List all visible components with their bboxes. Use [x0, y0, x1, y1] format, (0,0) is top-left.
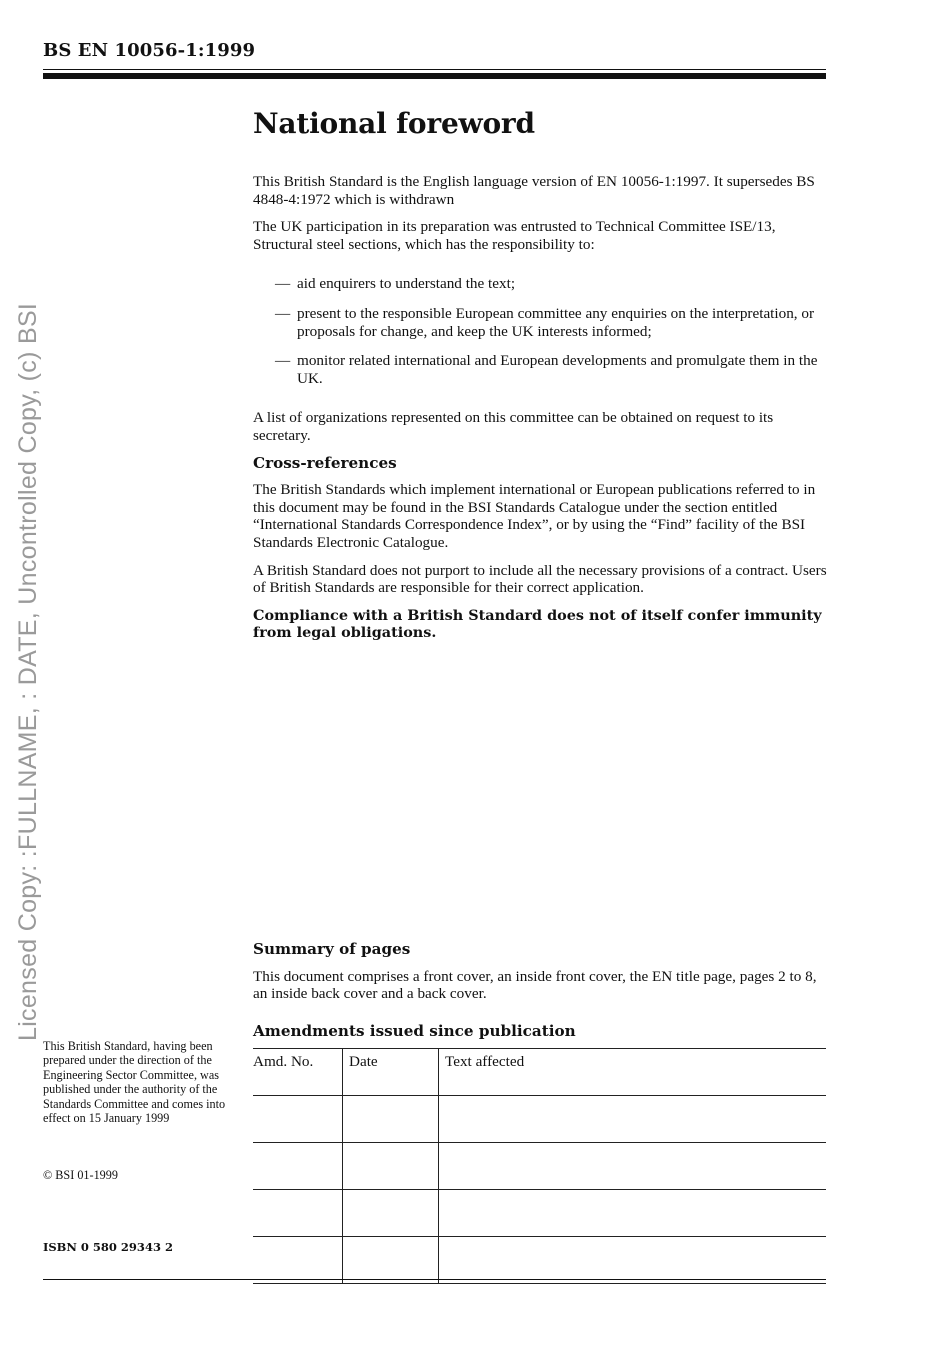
table-cell — [439, 1237, 827, 1284]
table-cell — [439, 1143, 827, 1190]
column-header-amd-no: Amd. No. — [253, 1049, 343, 1096]
table-cell — [343, 1096, 439, 1143]
column-header-text-affected: Text affected — [439, 1049, 827, 1096]
table-cell — [253, 1096, 343, 1143]
amendments-heading: Amendments issued since publication — [253, 1021, 576, 1040]
table-cell — [253, 1237, 343, 1284]
table-row — [253, 1143, 826, 1190]
header-rule-thin — [43, 69, 826, 70]
summary-heading: Summary of pages — [253, 940, 411, 958]
national-foreword-section — [253, 105, 828, 652]
table-row — [253, 1096, 826, 1143]
supersedes-paragraph: This British Standard is the English language version of EN 10056-1:1997. It supersedes BS 4848-4:1972 which is withdrawn — [253, 173, 815, 208]
cross-references-heading: Cross-references — [253, 453, 397, 472]
table-row — [253, 1190, 826, 1237]
table-header-row — [253, 1049, 826, 1096]
compliance-statement: Compliance with a British Standard does not of itself confer immunity from legal obligations. — [253, 606, 822, 642]
table-cell — [343, 1237, 439, 1284]
page-title: National foreword — [253, 107, 535, 140]
table-cell — [343, 1190, 439, 1237]
list-item: — aid enquirers to understand the text; — [253, 275, 828, 293]
license-watermark: Licensed Copy: :FULLNAME, : DATE, Uncontrolled Copy, (c) BSI — [14, 302, 42, 1041]
publication-note: This British Standard, having been prepared under the direction of the Engineering Sector Committee, was published under the authority of the Standards Committee and comes into effect on 15 January 1999 — [43, 1039, 226, 1126]
header-rule-thick — [43, 73, 826, 79]
table-cell — [439, 1190, 827, 1237]
table-row — [253, 1237, 826, 1284]
list-item: — monitor related international and European developments and promulgate them in the UK. — [253, 352, 828, 387]
isbn-number: ISBN 0 580 29343 2 — [43, 1240, 173, 1254]
responsibility-list — [253, 275, 828, 387]
list-item: — present to the responsible European committee any enquiries on the interpretation, or proposals for change, and keep the UK interests informed; — [253, 305, 828, 340]
committee-paragraph: The UK participation in its preparation was entrusted to Technical Committee ISE/13, Structural steel sections, which has the responsibility to: — [253, 218, 776, 253]
amendments-table — [253, 1048, 826, 1284]
footer-rule — [43, 1279, 826, 1280]
document-id: BS EN 10056-1:1999 — [43, 40, 256, 61]
table-cell — [253, 1190, 343, 1237]
contract-paragraph: A British Standard does not purport to include all the necessary provisions of a contract. Users of British Standards are responsible for their correct application. — [253, 561, 827, 597]
summary-paragraph: This document comprises a front cover, an inside front cover, the EN title page, pages 2 to 8, an inside back cover and a back cover. — [253, 967, 817, 1003]
column-header-date: Date — [343, 1049, 439, 1096]
organizations-paragraph: A list of organizations represented on this committee can be obtained on request to its secretary. — [253, 409, 774, 444]
summary-section — [253, 941, 828, 1049]
cross-references-paragraph: The British Standards which implement international or European publications referred to in this document may be found in the BSI Standards Catalogue under the section entitled “International Standards Correspondence Index”, or by using the “Find” facility of the BSI Standards Electronic Catalogue. — [253, 481, 816, 551]
table-cell — [439, 1096, 827, 1143]
table-cell — [253, 1143, 343, 1190]
table-cell — [343, 1143, 439, 1190]
copyright-notice: © BSI 01-1999 — [43, 1168, 118, 1182]
